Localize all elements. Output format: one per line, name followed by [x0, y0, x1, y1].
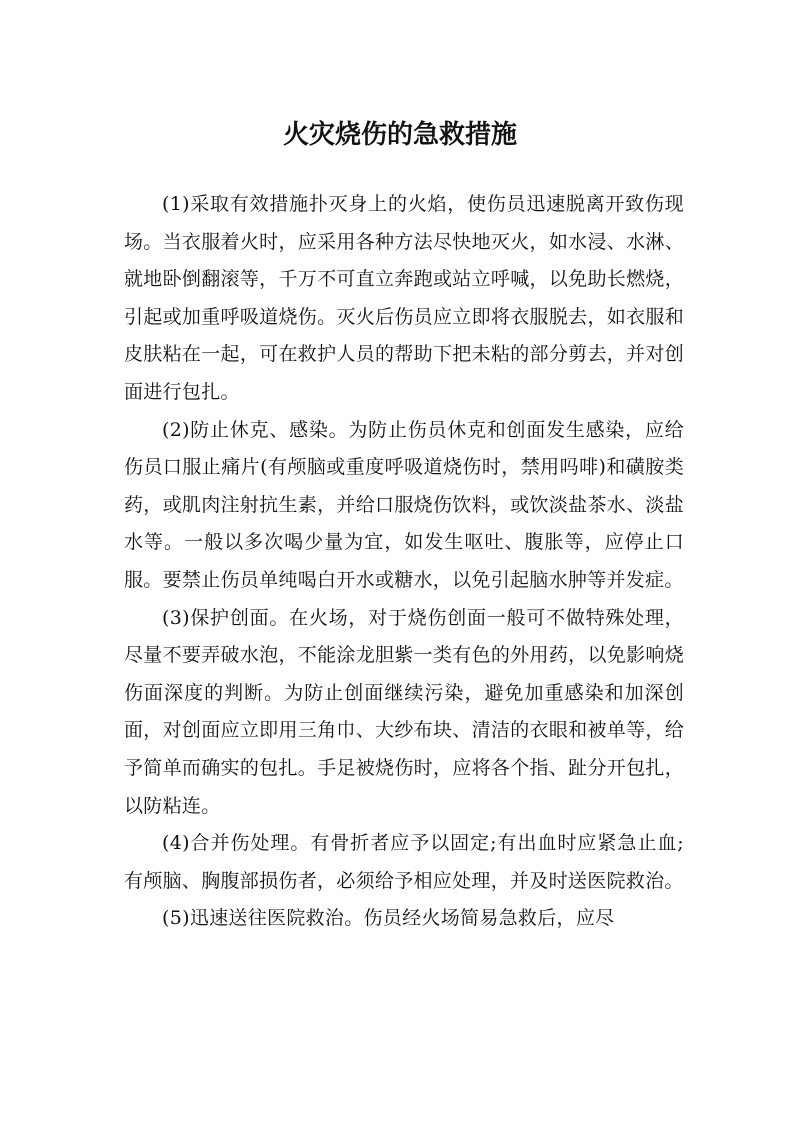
paragraph-4: (4)合并伤处理。有骨折者应予以固定;有出血时应紧急止血;有颅脑、胸腹部损伤者，必须给予相应处理，并及时送医院救治。 [124, 832, 684, 892]
document-title: 火灾烧伤的急救措施 [282, 120, 517, 151]
paragraph-5: (5)迅速送往医院救治。伤员经火场简易急救后，应尽 [162, 907, 615, 930]
paragraph-2: (2)防止休克、感染。为防止伤员休克和创面发生感染，应给伤员口服止痛片(有颅脑或重度呼吸道烧伤时，禁用吗啡)和磺胺类药，或肌肉注射抗生素，并给口服烧伤饮料，或饮淡盐茶水、淡盐水等。一般以多次喝少量为宜，如发生呕吐、腹胀等，应停止口服。要禁止伤员单纯喝白开水或糖水，以免引起脑水肿等并发症。 [124, 418, 684, 591]
paragraph-3: (3)保护创面。在火场，对于烧伤创面一般可不做特殊处理，尽量不要弄破水泡，不能涂龙胆紫一类有色的外用药，以免影响烧伤面深度的判断。为防止创面继续污染，避免加重感染和加深创面，对创面应立即用三角巾、大纱布块、清洁的衣眼和被单等，给予简单而确实的包扎。手足被烧伤时，应将各个指、趾分开包扎，以防粘连。 [124, 606, 684, 817]
paragraph-1: (1)采取有效措施扑灭身上的火焰，使伤员迅速脱离开致伤现场。当衣服着火时，应采用各种方法尽快地灭火，如水浸、水淋、就地卧倒翻滚等，千万不可直立奔跑或站立呼喊，以免助长燃烧，引起或加重呼吸道烧伤。灭火后伤员应立即将衣服脱去，如衣服和皮肤粘在一起，可在救护人员的帮助下把未粘的部分剪去，并对创面进行包扎。 [124, 193, 684, 403]
document-body [124, 186, 684, 938]
